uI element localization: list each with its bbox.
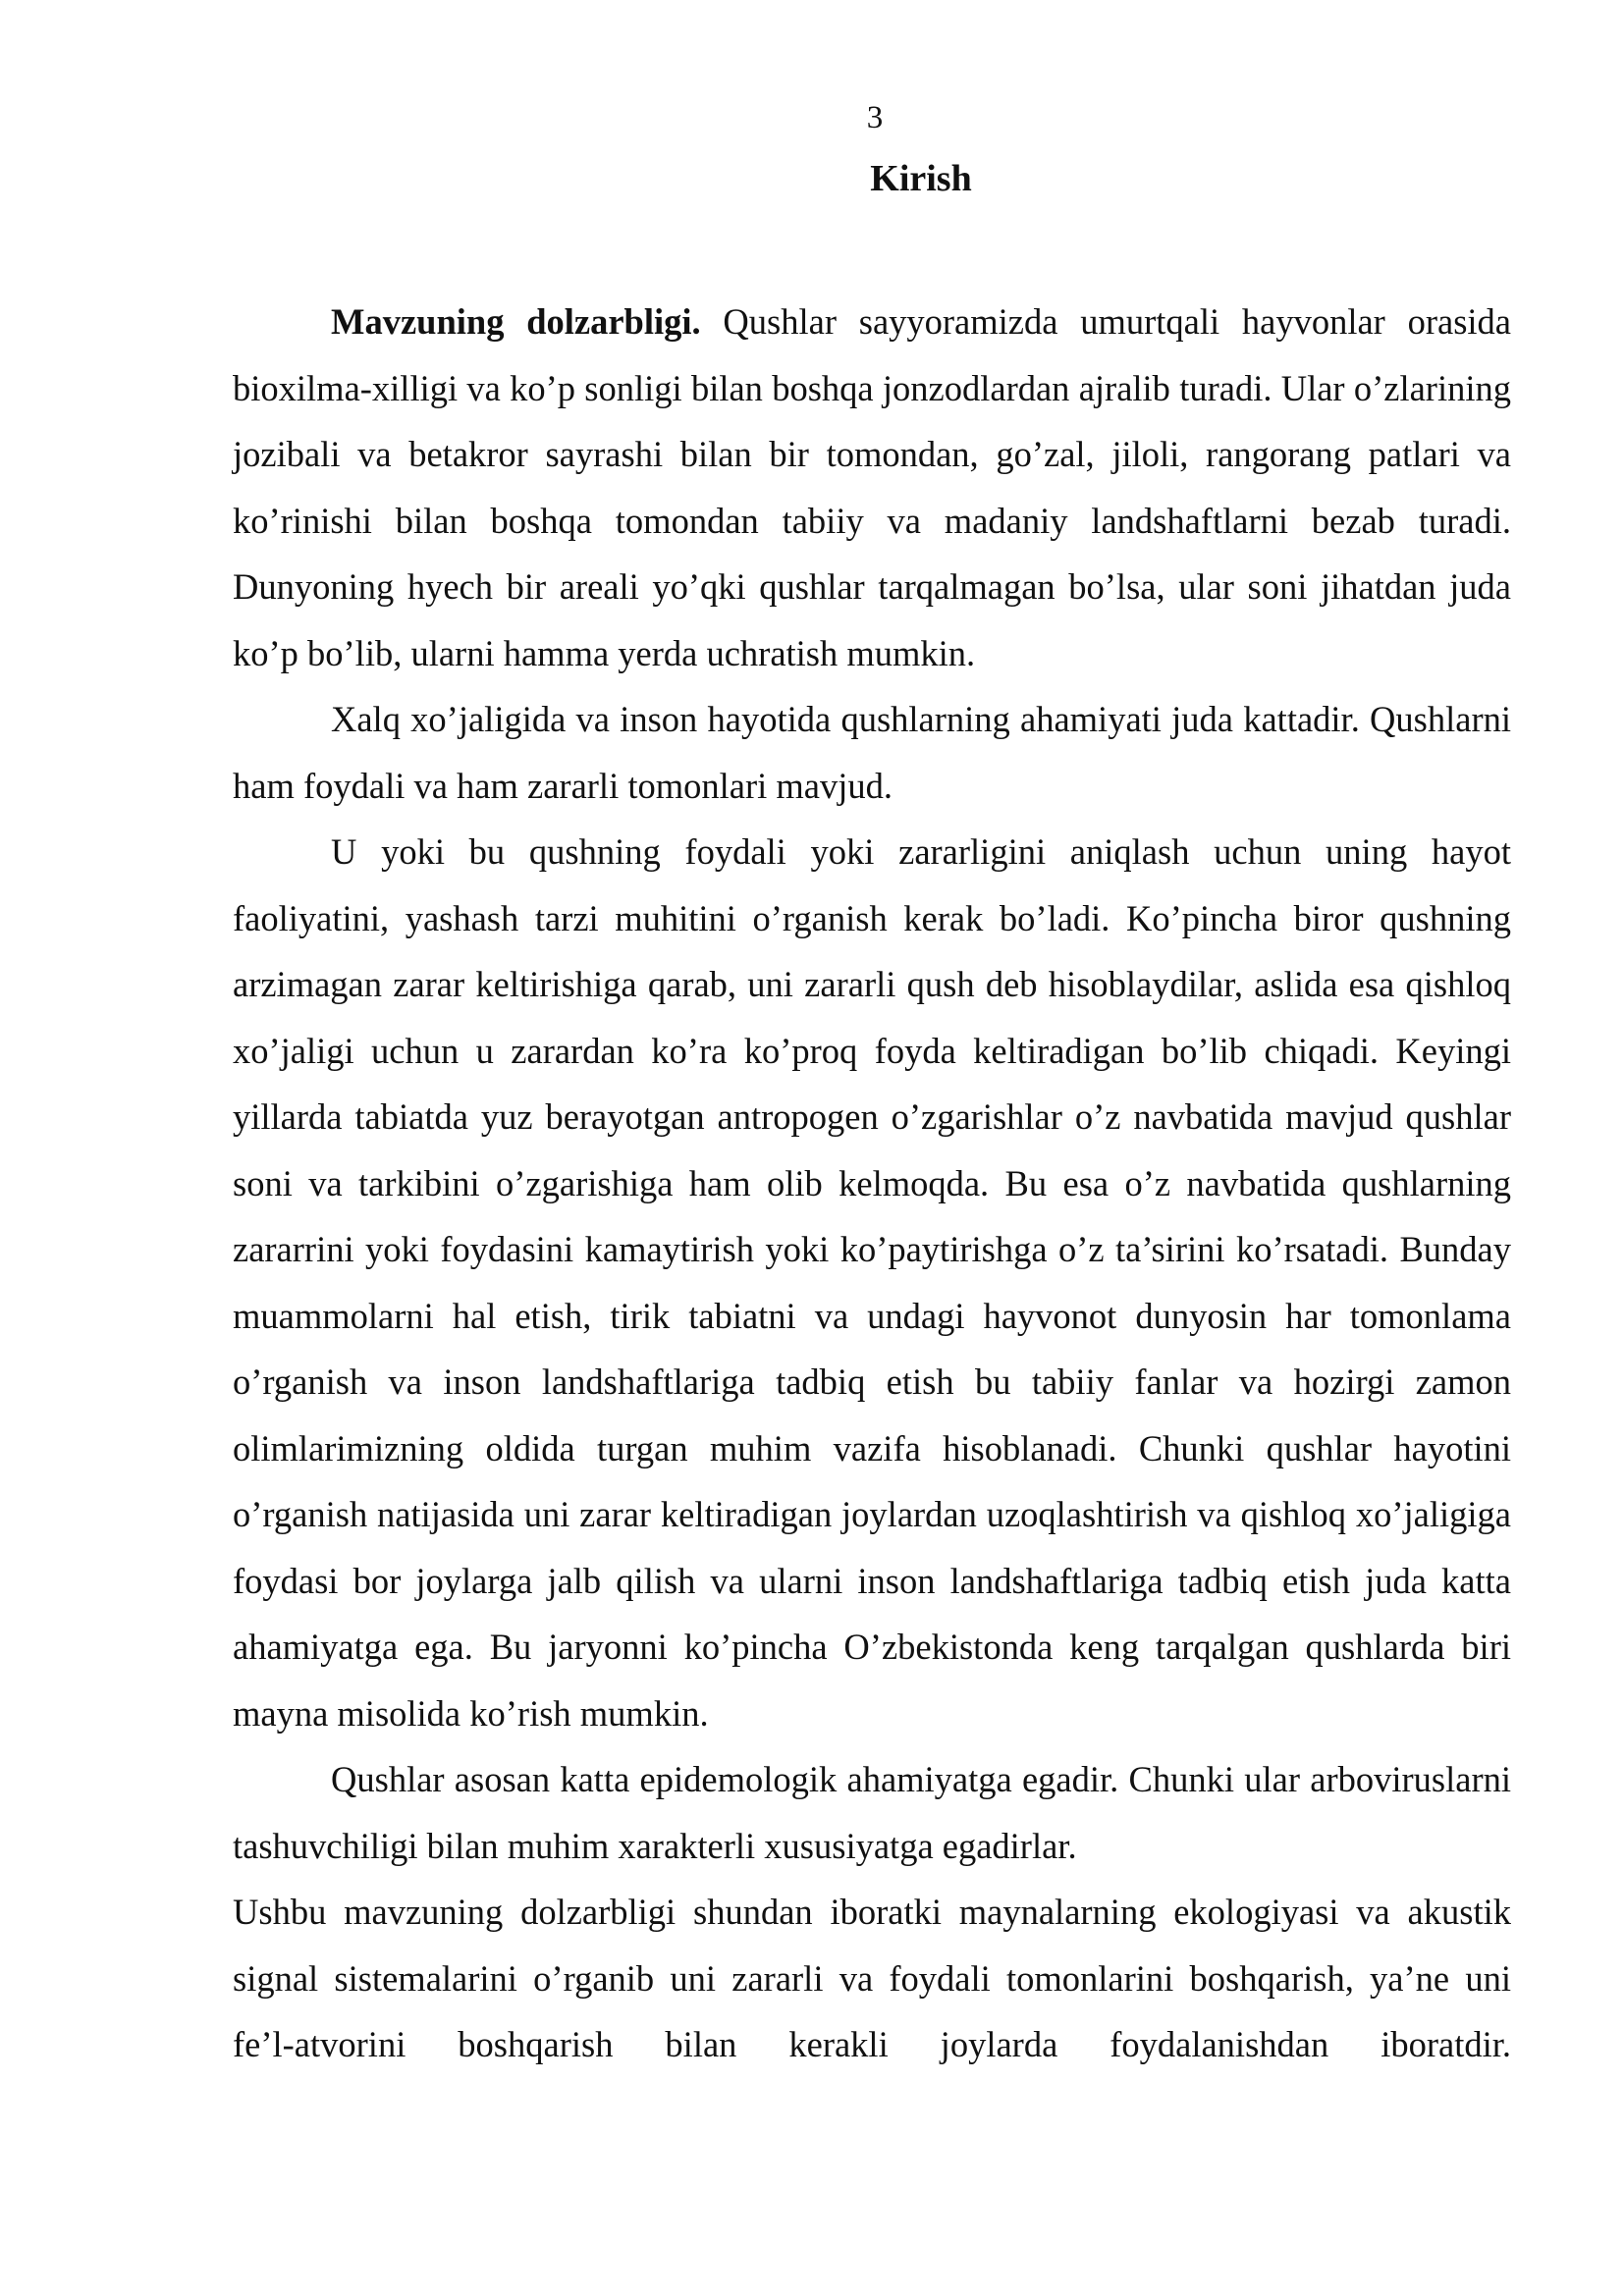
paragraph-harm-benefit: U yoki bu qushning foydali yoki zararligini aniqlash uchun uning hayot faoliyatini, yashash tarzi muhitini o’rganish kerak bo’ladi. Ko’pincha biror qushning arzimagan zarar keltirishiga qarab, uni zararli qush deb hisoblaydilar, aslida esa qishloq xo’jaligi uchun u zarardan ko’ra ko’proq foyda keltiradigan bo’lib chiqadi. Keyingi yillarda tabiatda yuz berayotgan antropogen o’zgarishlar o’z navbatida mavjud qushlar soni va tarkibini o’zgarishiga ham olib kelmoqda. Bu esa o’z navbatida qushlarning zararrini yoki foydasini kamaytirish yoki ko’paytirishga o’z ta’sirini ko’rsatadi. Bunday muammolarni hal etish, tirik tabiatni va undagi hayvonot dunyosin har tomonlama o’rganish va inson landshaftlariga tadbiq etish bu tabiiy fanlar va hozirgi zamon olimlarimizning oldida turgan muhim vazifa hisoblanadi. Chunki qushlar hayotini o’rganish natijasida uni zarar keltiradigan joylardan uzoqlashtirish va qishloq xo’jaligiga foydasi bor joylarga jalb qilish va ularni inson landshaftlariga tadbiq etish juda katta ahamiyatga ega. Bu jaryonni ko’pincha O’zbekistonda keng tarqalgan qushlarda biri mayna misolida ko’rish mumkin.	[233, 831, 1511, 1734]
paragraph-economy: Xalq xo’jaligida va inson hayotida qushlarning ahamiyati juda kattadir. Qushlarni ham foydali va ham zararli tomonlari mavjud.	[233, 699, 1511, 806]
body-text	[233, 289, 1511, 2078]
page-number: 3	[866, 100, 884, 135]
paragraph-epidemiology: Qushlar asosan katta epidemologik ahamiyatga egadir. Chunki ular arboviruslarni tashuvchiligi bilan muhim xarakterli xususiyatga egadirlar.	[233, 1759, 1511, 1866]
paragraph-lead: Mavzuning dolzarbligi.	[331, 301, 701, 342]
paragraph-text: Qushlar sayyoramizda umurtqali hayvonlar orasida bioxilma-xilligi va ko’p sonligi bilan boshqa jonzodlardan ajralib turadi. Ular o’zlarining jozibali va betakror sayrashi bilan bir tomondan, go’zal, jiloli, rangorang patlari va ko’rinishi bilan boshqa tomondan tabiiy va madaniy landshaftlarni bezab turadi. Dunyoning hyech bir areali yo’qki qushlar tarqalmagan bo’lsa, ular soni jihatdan juda ko’p bo’lib, ularni hamma yerda uchratish mumkin.	[233, 301, 1511, 673]
page-title: Kirish	[870, 158, 972, 199]
paragraph-conclusion: Ushbu mavzuning dolzarbligi shundan iboratki maynalarning ekologiyasi va akustik signal sistemalarini o’rganib uni zararli va foydali tomonlarini boshqarish, ya’ne uni fe’l-atvorini boshqarish bilan kerakli joylarda foydalanishdan iboratdir.	[233, 1892, 1511, 2064]
paragraph-relevance	[233, 289, 1511, 686]
